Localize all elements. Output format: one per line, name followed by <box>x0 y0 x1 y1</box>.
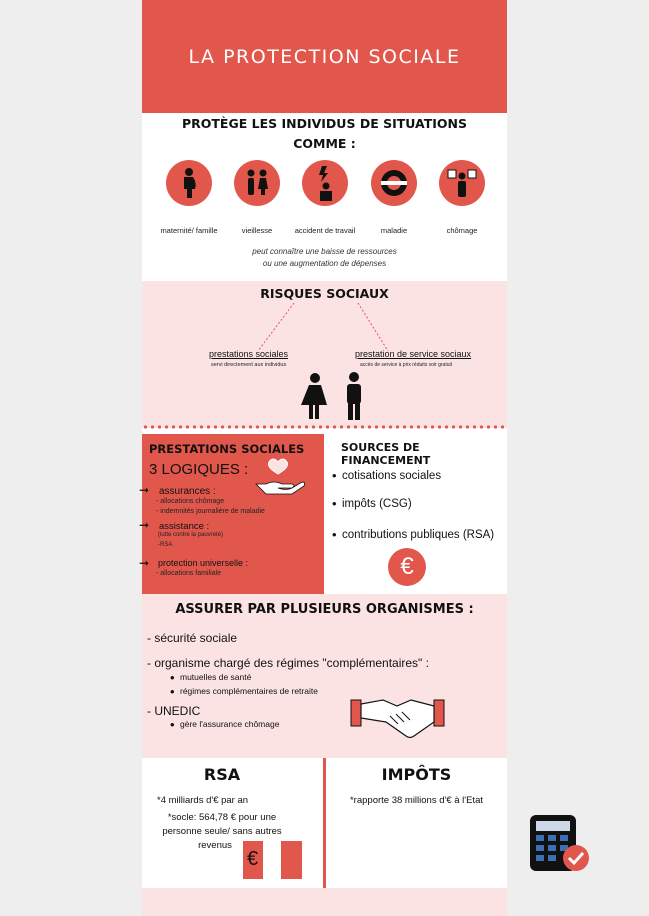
calculator-check-icon <box>126 813 190 877</box>
connector-lines <box>142 301 507 381</box>
pregnant-woman-icon <box>166 160 212 206</box>
rsa-line2b: personne seule/ sans autres <box>162 826 282 837</box>
organismes-section <box>142 594 507 758</box>
protect-note-line1: peut connaître une baisse de ressources <box>252 247 397 256</box>
organismes-sub2-1: • régimes complémentaires de retraite <box>180 686 318 696</box>
organismes-sub3-0: • gère l'assurance chômage <box>180 719 279 729</box>
protect-note-line2: ou une augmentation de dépenses <box>262 259 387 268</box>
calculator-icon <box>527 813 593 875</box>
page-title: LA PROTECTION SOCIALE <box>188 46 461 68</box>
assurances-item-1: - indemnités journalière de maladie <box>156 508 265 515</box>
dotted-divider <box>142 425 507 429</box>
impots-line1: *rapporte 38 millions d'€ à l'Etat <box>349 795 483 806</box>
protection-title: protection universelle : <box>158 558 249 568</box>
protection-item-0: - allocations familiale <box>156 570 221 577</box>
impots-section <box>326 758 507 888</box>
euro-coin-symbol: € <box>400 553 414 580</box>
assistance-item-1: -RSA <box>158 542 173 548</box>
item-label-maladie: maladie <box>380 226 408 235</box>
protect-heading-line2: COMME : <box>293 136 356 151</box>
item-label-accident: accident de travail <box>294 226 356 235</box>
protect-heading-line1: PROTÈGE LES INDIVIDUS DE SITUATIONS <box>181 116 468 131</box>
assistance-title: assistance : <box>159 521 210 532</box>
mri-scanner-icon <box>371 160 417 206</box>
organismes-line3: - UNEDIC <box>147 704 201 718</box>
organismes-line1: - sécurité sociale <box>147 631 238 645</box>
item-label-chomage: chômage <box>446 226 478 235</box>
organismes-sub2-0: • mutuelles de santé <box>180 672 251 682</box>
heart-hand-icon <box>254 456 310 496</box>
risques-section <box>142 281 507 428</box>
unemployed-person-icon <box>439 160 485 206</box>
elderly-couple-icon <box>234 160 280 206</box>
item-label-vieillesse: vieillesse <box>241 226 273 235</box>
financement-item-1: • impôts (CSG) <box>342 498 412 510</box>
assurances-arrow-icon: ➞ <box>139 483 150 497</box>
family-people-icon <box>297 372 377 422</box>
impots-heading: IMPÔTS <box>381 765 452 784</box>
risques-right-sub: accès de service à prix réduits voir gratuit <box>360 362 452 368</box>
handshake-icon <box>350 694 445 742</box>
assistance-item-0: (lutte contre la pauvreté) <box>158 532 224 538</box>
financement-item-2: • contributions publiques (RSA) <box>342 529 494 541</box>
prestations-logiques: 3 LOGIQUES : <box>149 461 249 478</box>
financement-section <box>324 434 507 594</box>
rsa-line1: *4 milliards d'€ par an <box>157 795 249 806</box>
risques-heading: RISQUES SOCIAUX <box>260 286 389 301</box>
prestations-section <box>139 434 324 594</box>
infographic-page <box>139 0 507 916</box>
assurances-title: assurances : <box>159 486 216 497</box>
euro-coin-icon <box>388 548 426 586</box>
risques-left-sub: servi directement aux individus <box>211 362 287 368</box>
organismes-line2: - organisme chargé des régimes "complémentaires" : <box>147 656 429 670</box>
rsa-line2a: *socle: 564,78 € pour une <box>167 812 277 823</box>
footer-strip <box>142 888 507 916</box>
item-label-maternite: maternité/ famille <box>160 226 218 235</box>
assistance-arrow-icon: ➞ <box>139 518 150 532</box>
risques-left-title: prestations sociales <box>209 349 289 359</box>
rsa-line2c: revenus <box>198 840 232 851</box>
financement-item-0: • cotisations sociales <box>342 470 441 482</box>
header-banner <box>142 0 507 113</box>
banknote-icon <box>243 841 302 879</box>
rsa-heading: RSA <box>203 765 241 784</box>
protection-arrow-icon: ➞ <box>139 556 150 570</box>
organismes-heading: ASSURER PAR PLUSIEURS ORGANISMES : <box>175 602 474 617</box>
prestations-heading: PRESTATIONS SOCIALES <box>149 442 305 456</box>
risques-right-title: prestation de service sociaux <box>355 349 472 359</box>
banknote-euro-symbol: € <box>247 848 259 870</box>
protect-section <box>142 113 507 281</box>
financement-heading: SOURCES DE FINANCEMENT <box>341 441 431 467</box>
electric-accident-icon <box>302 160 348 206</box>
assurances-item-0: - allocations chômage <box>156 498 225 505</box>
